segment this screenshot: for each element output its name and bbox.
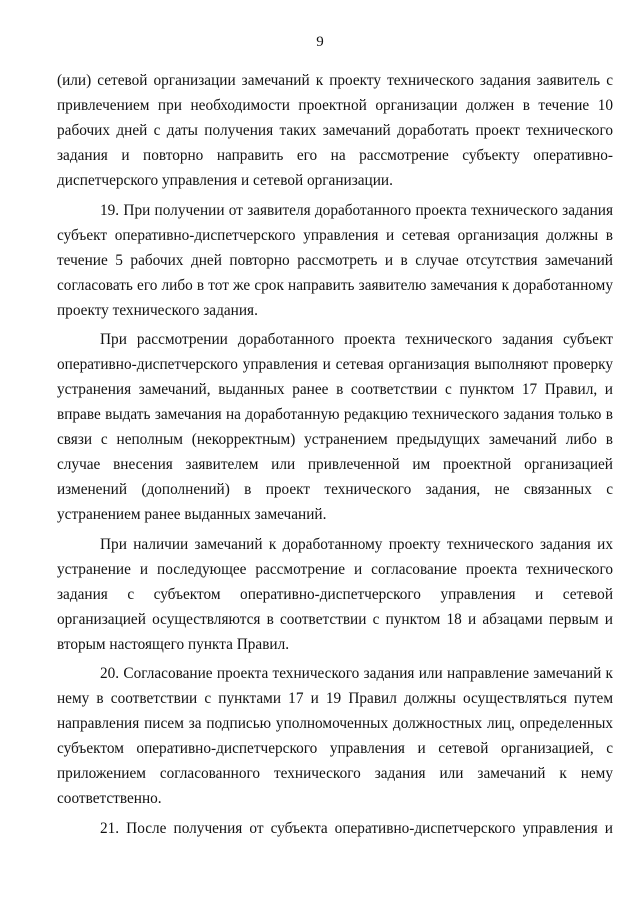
text-line: течение 5 рабочих дней повторно рассмотреть и в случае отсутствия замечаний xyxy=(57,251,613,269)
text-line: 20. Согласование проекта технического задания или направление замечаний к xyxy=(100,665,613,682)
text-line: 19. При получении от заявителя доработанного проекта технического задания xyxy=(100,201,613,219)
paragraph xyxy=(57,661,613,811)
paragraph xyxy=(57,816,613,841)
text-line: привлечением при необходимости проектной организации должен в течение 10 xyxy=(57,97,613,114)
text-line: При рассмотрении доработанного проекта технического задания субъект xyxy=(100,331,613,348)
text-line: вторым настоящего пункта Правил. xyxy=(57,635,290,653)
text-line: изменений (дополнений) в проект технического задания, не связанных с xyxy=(57,481,613,498)
page-number: 9 xyxy=(316,34,324,50)
text-line: рабочих дней с даты получения таких замечаний доработать проект технического xyxy=(57,122,613,139)
text-line: задания и повторно направить его на рассмотрение субъекту оперативно- xyxy=(57,147,613,164)
text-line: нему в соответствии с пунктами 17 и 19 Правил должны осуществляться путем xyxy=(57,690,613,707)
text-line: субъектом оперативно-диспетчерского управления и сетевой организацией, с xyxy=(57,740,613,757)
text-line: устранение и последующее рассмотрение и согласование проекта технического xyxy=(57,560,613,578)
text-line: проекту технического задания. xyxy=(57,301,258,319)
paragraph xyxy=(57,198,613,323)
text-line: При наличии замечаний к доработанному проекту технического задания их xyxy=(100,535,613,553)
text-line: диспетчерского управления и сетевой организации. xyxy=(57,172,393,189)
text-line: связи с неполным (некорректным) устранением предыдущих замечаний либо в xyxy=(57,431,613,448)
text-line: 21. После получения от субъекта оперативно-диспетчерского управления и xyxy=(100,819,613,837)
text-line: организацией осуществляются в соответствии с пунктом 18 и абзацами первым и xyxy=(57,610,613,628)
text-line: субъект оперативно-диспетчерского управления и сетевая организация должны в xyxy=(57,226,613,244)
text-line: устранения замечаний, выданных ранее в соответствии с пунктом 17 Правил, и xyxy=(57,381,613,398)
text-line: случае внесения заявителем или привлеченной им проектной организацией xyxy=(57,456,613,473)
paragraph xyxy=(57,68,613,193)
text-line: согласовать его либо в тот же срок направить заявителю замечания к доработанному xyxy=(57,276,613,294)
text-line: устранением ранее выданных замечаний. xyxy=(57,506,327,523)
text-line: оперативно-диспетчерского управления и сетевая организация выполняют проверку xyxy=(57,356,613,373)
paragraph xyxy=(57,327,613,527)
text-line: вправе выдать замечания на доработанную редакцию технического задания только в xyxy=(57,406,613,423)
text-line: приложением согласованного технического задания или замечаний к нему xyxy=(57,765,613,782)
document-body xyxy=(57,68,613,845)
text-line: соответственно. xyxy=(57,790,162,807)
text-line: задания с субъектом оперативно-диспетчерского управления и сетевой xyxy=(57,585,613,603)
text-line: (или) сетевой организации замечаний к проекту технического задания заявитель с xyxy=(57,72,613,89)
paragraph xyxy=(57,532,613,657)
text-line: направления писем за подписью уполномоченных должностных лиц, определенных xyxy=(57,715,613,732)
